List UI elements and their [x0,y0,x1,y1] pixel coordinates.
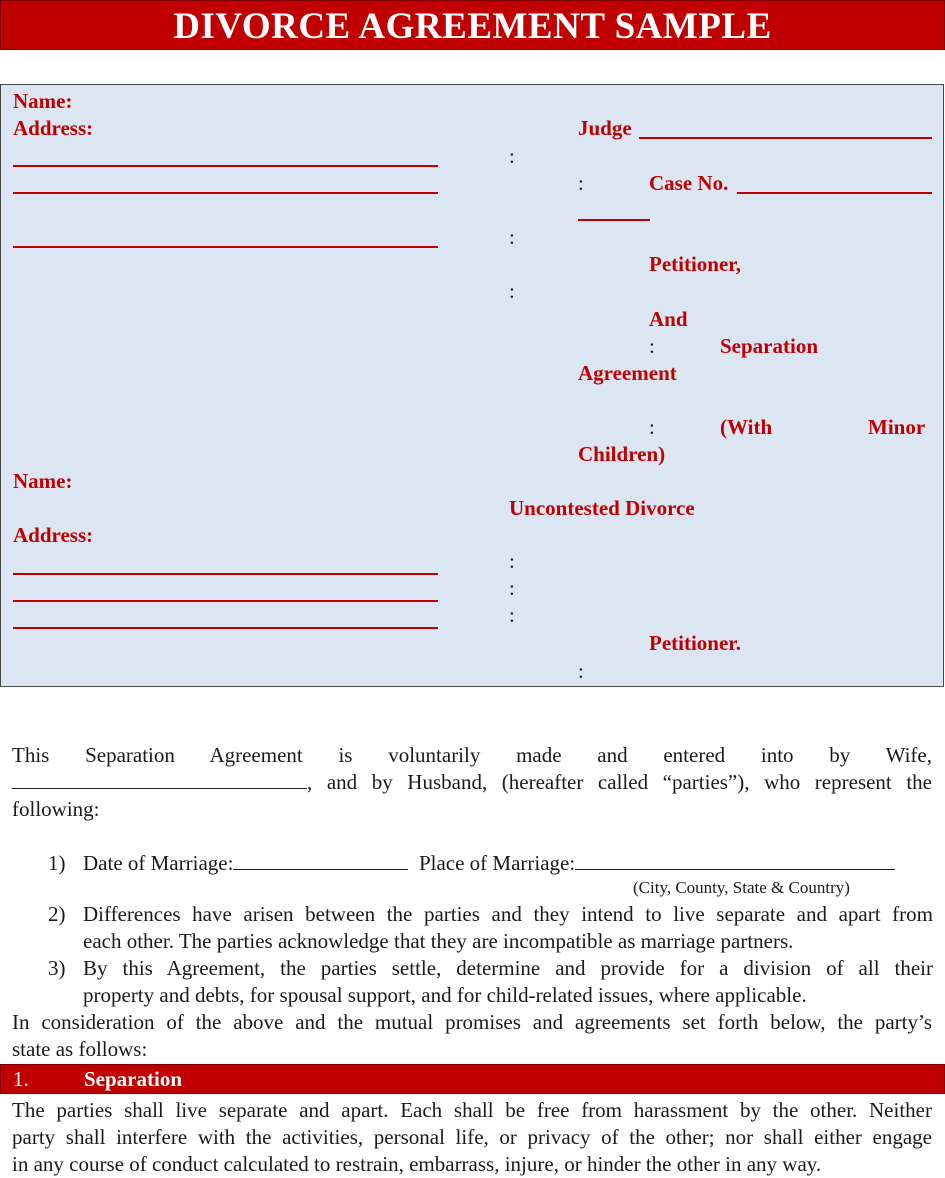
petitioner-label-2: Petitioner. [649,631,741,655]
caption-colon: : [578,171,584,195]
party2-address-line-3[interactable] [13,627,438,629]
caption-colon: : [509,225,515,249]
section-1-body-line-1: The parties shall live separate and apart. Each shall be free from harassment by the other. Neither [12,1098,932,1122]
date-of-marriage-label: Date of Marriage: [83,851,234,875]
minor-label: Minor [868,415,926,439]
section-1-body-line-2: party shall interfere with the activities, personal life, or privacy of the other; nor shall either engage [12,1125,932,1149]
party1-address-line-1[interactable] [13,165,438,167]
caption-colon: : [509,549,515,573]
case-no-line-continued[interactable] [578,219,650,221]
caption-colon: : [509,576,515,600]
petitioner-label: Petitioner, [649,252,741,276]
caption-colon: : [509,144,515,168]
item-2-line-2: each other. The parties acknowledge that they are incompatible as marriage partners. [83,929,794,953]
item-number: 3) [48,956,66,980]
party1-address-label: Address: [13,116,94,140]
case-no-label: Case No. [649,171,729,195]
place-of-marriage-line[interactable] [575,853,895,870]
case-caption-box [0,84,944,687]
intro-line-2-text: , and by Husband, (hereafter called “parties”), who represent the [307,770,932,794]
party2-address-line-2[interactable] [13,600,438,602]
consideration-line-1: In consideration of the above and the mutual promises and agreements set forth below, the party’s [12,1010,932,1034]
section-1-header [0,1064,945,1094]
section-title: Separation [84,1067,183,1091]
party1-address-line-2[interactable] [13,192,438,194]
caption-colon: : [578,659,584,683]
judge-line[interactable] [639,137,932,139]
item-2-line-1: Differences have arisen between the parties and they intend to live separate and apart from [83,902,933,926]
uncontested-divorce-label: Uncontested Divorce [509,496,695,520]
party2-address-label: Address: [13,523,94,547]
section-1-body-line-3: in any course of conduct calculated to restrain, embarrass, injure, or hinder the other in any way. [12,1152,822,1176]
agreement-label: Agreement [578,361,677,385]
intro-line-1: This Separation Agreement is voluntarily made and entered into by Wife, [12,743,932,767]
item-3-line-1: By this Agreement, the parties settle, determine and provide for a division of all their [83,956,933,980]
party2-address-line-1[interactable] [13,573,438,575]
caption-colon: : [509,279,515,303]
children-label: Children) [578,442,666,466]
date-of-marriage-line[interactable] [233,853,408,870]
item-number: 1) [48,851,66,875]
caption-colon: : [649,334,655,358]
item-1-content [83,850,895,877]
with-label: (With [720,415,773,439]
party1-name-label: Name: [13,89,73,113]
document-title-banner [0,0,945,50]
wife-name-line[interactable] [12,772,307,789]
section-number: 1. [13,1067,29,1091]
caption-colon: : [509,603,515,627]
intro-line-2 [12,769,932,796]
document-title: DIVORCE AGREEMENT SAMPLE [173,6,772,47]
item-3-line-2: property and debts, for spousal support, and for child-related issues, where applicable. [83,983,807,1007]
case-no-line[interactable] [737,192,932,194]
place-of-marriage-note: (City, County, State & Country) [633,878,850,897]
consideration-line-2: state as follows: [12,1037,148,1061]
separation-label: Separation [720,334,819,358]
place-of-marriage-label: Place of Marriage: [418,851,576,875]
party2-name-label: Name: [13,469,73,493]
caption-colon: : [649,415,655,439]
and-label: And [649,307,688,331]
intro-line-3: following: [12,797,100,821]
item-number: 2) [48,902,66,926]
judge-label: Judge [578,116,632,140]
party1-address-line-3[interactable] [13,246,438,248]
